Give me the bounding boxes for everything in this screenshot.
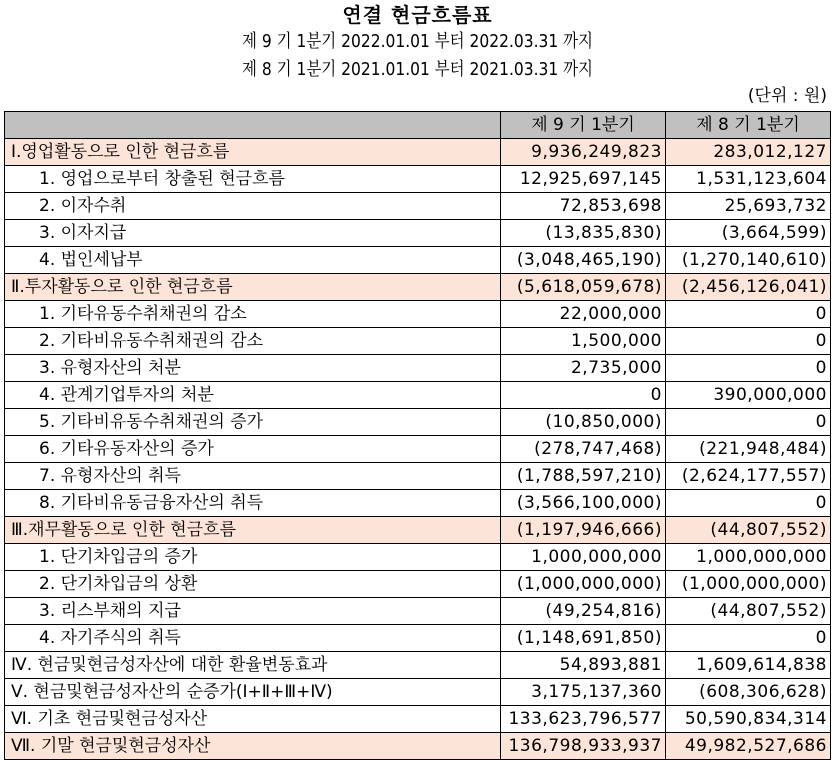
document-title: 연결 현금흐름표	[342, 3, 493, 27]
current-period-value: 9,936,249,823	[501, 139, 666, 166]
prior-period-value: 1,000,000,000	[666, 544, 831, 571]
current-period-value: 2,735,000	[501, 355, 666, 382]
header-label	[5, 112, 501, 139]
prior-period-value: (1,000,000,000)	[666, 571, 831, 598]
row-label: 1. 영업으로부터 창출된 현금흐름	[5, 166, 501, 193]
row-label: 4. 법인세납부	[5, 247, 501, 274]
current-period-value: (3,566,100,000)	[501, 490, 666, 517]
table-row	[5, 436, 831, 463]
prior-period-value: (2,624,177,557)	[666, 463, 831, 490]
unit-label: (단위 : 원)	[747, 86, 827, 106]
row-label: 1. 기타유동수취채권의 감소	[5, 301, 501, 328]
prior-period-value: 50,590,834,314	[666, 706, 831, 733]
current-period-value: 22,000,000	[501, 301, 666, 328]
prior-period-value: 25,693,732	[666, 193, 831, 220]
prior-period-value: (3,664,599)	[666, 220, 831, 247]
current-period-value: (278,747,468)	[501, 436, 666, 463]
table-row	[5, 679, 831, 706]
current-period-value: 136,798,933,937	[501, 733, 666, 760]
row-label: 3. 이자지급	[5, 220, 501, 247]
current-period-value: (5,618,059,678)	[501, 274, 666, 301]
table-row	[5, 220, 831, 247]
current-period-value: 1,500,000	[501, 328, 666, 355]
prior-period-value: (221,948,484)	[666, 436, 831, 463]
table-row	[5, 490, 831, 517]
table-row	[5, 544, 831, 571]
prior-period-value: (44,807,552)	[666, 598, 831, 625]
table-row	[5, 409, 831, 436]
row-label: Ⅰ.영업활동으로 인한 현금흐름	[5, 139, 501, 166]
prior-period-value: (2,456,126,041)	[666, 274, 831, 301]
current-period-value: (1,000,000,000)	[501, 571, 666, 598]
prior-period-value: 0	[666, 490, 831, 517]
table-row	[5, 382, 831, 409]
row-label: Ⅱ.투자활동으로 인한 현금흐름	[5, 274, 501, 301]
table-row	[5, 463, 831, 490]
current-period-value: (1,788,597,210)	[501, 463, 666, 490]
table-row	[5, 652, 831, 679]
current-period-value: 12,925,697,145	[501, 166, 666, 193]
row-label: 5. 기타비유동수취채권의 증가	[5, 409, 501, 436]
row-label: 3. 유형자산의 처분	[5, 355, 501, 382]
prior-period-value: 49,982,527,686	[666, 733, 831, 760]
current-period-value: (10,850,000)	[501, 409, 666, 436]
section-row	[5, 139, 831, 166]
header-prior-period: 제 8 기 1분기	[666, 112, 831, 139]
prior-period-value: (608,306,628)	[666, 679, 831, 706]
table-row	[5, 706, 831, 733]
section-row	[5, 274, 831, 301]
current-period-value: (3,048,465,190)	[501, 247, 666, 274]
table-row	[5, 355, 831, 382]
row-label: Ⅴ. 현금및현금성자산의 순증가(Ⅰ+Ⅱ+Ⅲ+Ⅳ)	[5, 679, 501, 706]
prior-period-value: 0	[666, 625, 831, 652]
prior-period-value: 390,000,000	[666, 382, 831, 409]
current-period-value: 1,000,000,000	[501, 544, 666, 571]
table-row	[5, 301, 831, 328]
prior-period-value: (44,807,552)	[666, 517, 831, 544]
current-period-value: 54,893,881	[501, 652, 666, 679]
row-label: 3. 리스부채의 지급	[5, 598, 501, 625]
row-label: 2. 이자수취	[5, 193, 501, 220]
prior-period-value: 0	[666, 301, 831, 328]
row-label: Ⅳ. 현금및현금성자산에 대한 환율변동효과	[5, 652, 501, 679]
current-period-value: (13,835,830)	[501, 220, 666, 247]
header-current-period: 제 9 기 1분기	[501, 112, 666, 139]
prior-period-value: 283,012,127	[666, 139, 831, 166]
table-row	[5, 598, 831, 625]
current-period-value: 72,853,698	[501, 193, 666, 220]
current-period-value: 133,623,796,577	[501, 706, 666, 733]
row-label: 7. 유형자산의 취득	[5, 463, 501, 490]
current-period-value: 0	[501, 382, 666, 409]
prior-period-value: 0	[666, 409, 831, 436]
cash-flow-table	[4, 111, 831, 760]
prior-period-value: (1,270,140,610)	[666, 247, 831, 274]
table-row	[5, 625, 831, 652]
row-label: 2. 기타비유동수취채권의 감소	[5, 328, 501, 355]
table-row	[5, 571, 831, 598]
period-prior: 제 8 기 1분기 2021.01.01 부터 2021.03.31 까지	[241, 59, 594, 80]
row-label: Ⅲ.재무활동으로 인한 현금흐름	[5, 517, 501, 544]
current-period-value: (1,197,946,666)	[501, 517, 666, 544]
prior-period-value: 0	[666, 355, 831, 382]
row-label: Ⅶ. 기말 현금및현금성자산	[5, 733, 501, 760]
row-label: Ⅵ. 기초 현금및현금성자산	[5, 706, 501, 733]
row-label: 1. 단기차입금의 증가	[5, 544, 501, 571]
prior-period-value: 0	[666, 328, 831, 355]
current-period-value: 3,175,137,360	[501, 679, 666, 706]
row-label: 4. 자기주식의 취득	[5, 625, 501, 652]
prior-period-value: 1,609,614,838	[666, 652, 831, 679]
section-row	[5, 517, 831, 544]
current-period-value: (49,254,816)	[501, 598, 666, 625]
table-row	[5, 166, 831, 193]
row-label: 6. 기타유동자산의 증가	[5, 436, 501, 463]
table-row	[5, 193, 831, 220]
row-label: 2. 단기차입금의 상환	[5, 571, 501, 598]
prior-period-value: 1,531,123,604	[666, 166, 831, 193]
table-row	[5, 328, 831, 355]
row-label: 8. 기타비유동금융자산의 취득	[5, 490, 501, 517]
row-label: 4. 관계기업투자의 처분	[5, 382, 501, 409]
current-period-value: (1,148,691,850)	[501, 625, 666, 652]
period-current: 제 9 기 1분기 2022.01.01 부터 2022.03.31 까지	[241, 31, 594, 52]
section-row	[5, 733, 831, 760]
table-header-row	[5, 112, 831, 139]
table-row	[5, 247, 831, 274]
